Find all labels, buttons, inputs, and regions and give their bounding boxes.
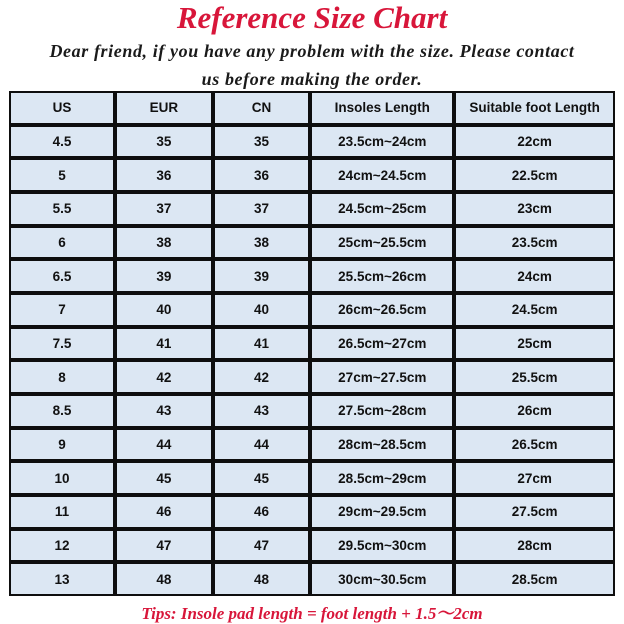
cell-foot-length: 28.5cm: [456, 564, 613, 594]
cell-foot-length: 23.5cm: [456, 228, 613, 258]
cell-eur: 37: [117, 194, 211, 224]
cell-insoles-length: 28.5cm~29cm: [312, 463, 452, 493]
cell-eur: 43: [117, 396, 211, 426]
cell-eur: 48: [117, 564, 211, 594]
cell-eur: 36: [117, 160, 211, 190]
cell-foot-length: 23cm: [456, 194, 613, 224]
cell-insoles-length: 27.5cm~28cm: [312, 396, 452, 426]
header-foot-length: Suitable foot Length: [456, 93, 613, 123]
cell-cn: 41: [215, 329, 309, 359]
cell-insoles-length: 23.5cm~24cm: [312, 127, 452, 157]
cell-insoles-length: 25.5cm~26cm: [312, 261, 452, 291]
cell-insoles-length: 26cm~26.5cm: [312, 295, 452, 325]
cell-insoles-length: 30cm~30.5cm: [312, 564, 452, 594]
cell-cn: 35: [215, 127, 309, 157]
cell-cn: 37: [215, 194, 309, 224]
cell-insoles-length: 27cm~27.5cm: [312, 362, 452, 392]
cell-foot-length: 26.5cm: [456, 430, 613, 460]
cell-cn: 47: [215, 531, 309, 561]
cell-insoles-length: 24cm~24.5cm: [312, 160, 452, 190]
cell-eur: 47: [117, 531, 211, 561]
cell-foot-length: 27cm: [456, 463, 613, 493]
cell-us: 6: [11, 228, 113, 258]
cell-cn: 44: [215, 430, 309, 460]
cell-cn: 38: [215, 228, 309, 258]
cell-us: 11: [11, 497, 113, 527]
cell-insoles-length: 24.5cm~25cm: [312, 194, 452, 224]
cell-eur: 42: [117, 362, 211, 392]
cell-us: 9: [11, 430, 113, 460]
cell-us: 8: [11, 362, 113, 392]
cell-us: 6.5: [11, 261, 113, 291]
cell-us: 7.5: [11, 329, 113, 359]
header-insoles-length: Insoles Length: [312, 93, 452, 123]
cell-us: 4.5: [11, 127, 113, 157]
cell-us: 10: [11, 463, 113, 493]
cell-eur: 38: [117, 228, 211, 258]
cell-insoles-length: 26.5cm~27cm: [312, 329, 452, 359]
cell-insoles-length: 28cm~28.5cm: [312, 430, 452, 460]
cell-eur: 39: [117, 261, 211, 291]
cell-eur: 45: [117, 463, 211, 493]
header-eur: EUR: [117, 93, 211, 123]
cell-insoles-length: 25cm~25.5cm: [312, 228, 452, 258]
cell-us: 8.5: [11, 396, 113, 426]
cell-foot-length: 25cm: [456, 329, 613, 359]
cell-foot-length: 28cm: [456, 531, 613, 561]
cell-cn: 43: [215, 396, 309, 426]
header-us: US: [11, 93, 113, 123]
cell-insoles-length: 29cm~29.5cm: [312, 497, 452, 527]
cell-foot-length: 27.5cm: [456, 497, 613, 527]
cell-cn: 45: [215, 463, 309, 493]
cell-us: 5: [11, 160, 113, 190]
subtitle-line-1: Dear friend, if you have any problem with the size. Please contact: [49, 41, 575, 61]
cell-us: 12: [11, 531, 113, 561]
subtitle-line-2: us before making the order.: [201, 69, 423, 89]
cell-cn: 39: [215, 261, 309, 291]
cell-foot-length: 25.5cm: [456, 362, 613, 392]
cell-cn: 48: [215, 564, 309, 594]
cell-eur: 35: [117, 127, 211, 157]
cell-us: 13: [11, 564, 113, 594]
cell-cn: 42: [215, 362, 309, 392]
cell-foot-length: 24.5cm: [456, 295, 613, 325]
cell-cn: 36: [215, 160, 309, 190]
size-table: [9, 91, 615, 596]
cell-eur: 41: [117, 329, 211, 359]
size-table-grid: [11, 93, 613, 594]
cell-foot-length: 24cm: [456, 261, 613, 291]
cell-insoles-length: 29.5cm~30cm: [312, 531, 452, 561]
cell-us: 7: [11, 295, 113, 325]
cell-foot-length: 22.5cm: [456, 160, 613, 190]
cell-us: 5.5: [11, 194, 113, 224]
cell-eur: 44: [117, 430, 211, 460]
cell-foot-length: 26cm: [456, 396, 613, 426]
tips-note: Tips: Insole pad length = foot length + 1.5〜2cm: [141, 604, 483, 623]
cell-eur: 40: [117, 295, 211, 325]
cell-cn: 40: [215, 295, 309, 325]
cell-eur: 46: [117, 497, 211, 527]
cell-cn: 46: [215, 497, 309, 527]
cell-foot-length: 22cm: [456, 127, 613, 157]
chart-title: Reference Size Chart: [176, 0, 448, 35]
header-cn: CN: [215, 93, 309, 123]
